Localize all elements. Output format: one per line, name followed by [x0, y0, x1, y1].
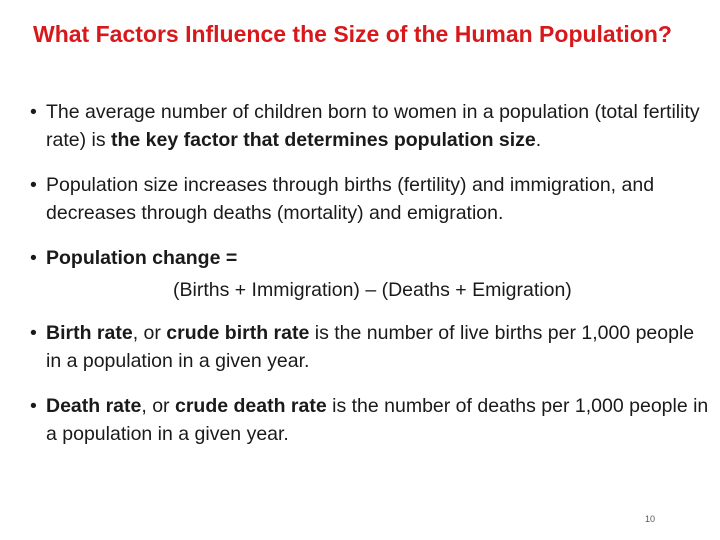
bullet-population-change: [30, 244, 710, 272]
bullet-emphasis: crude birth rate: [166, 322, 310, 344]
bullet-marker: •: [30, 247, 37, 269]
bullet-birth-rate: [30, 319, 710, 375]
bullet-marker: •: [30, 322, 37, 344]
bullet-marker: •: [30, 174, 37, 196]
bullet-population-size: [30, 171, 710, 227]
bullet-marker: •: [30, 395, 37, 417]
bullet-emphasis: Birth rate: [46, 322, 133, 344]
page-number: 10: [645, 514, 656, 524]
bullet-text: The average number of children born to women in a population (total fertility rate) is: [46, 101, 700, 151]
bullet-marker: •: [30, 101, 37, 123]
slide-title: What Factors Influence the Size of the Human Population?: [33, 21, 672, 47]
bullet-emphasis: Population change =: [46, 247, 238, 269]
bullet-emphasis: the key factor that determines population size: [111, 129, 536, 151]
population-change-formula: (Births + Immigration) – (Deaths + Emigration): [173, 279, 572, 301]
bullet-death-rate: [30, 392, 710, 448]
bullet-text: Population size increases through births (fertility) and immigration, and decreases through deaths (mortality) and emigration.: [46, 174, 655, 224]
bullet-text: is the number of deaths per 1,000 people in a population in a given year.: [46, 395, 709, 445]
bullet-list: [30, 98, 710, 448]
bullet-text: .: [535, 129, 542, 151]
bullet-emphasis: crude death rate: [174, 395, 327, 417]
bullet-total-fertility-rate: [30, 98, 710, 154]
bullet-emphasis: Death rate: [46, 395, 142, 417]
bullet-text: , or: [132, 322, 167, 344]
bullet-text: is the number of live births per 1,000 people in a population in a given year.: [46, 322, 695, 372]
bullet-text: , or: [141, 395, 175, 417]
